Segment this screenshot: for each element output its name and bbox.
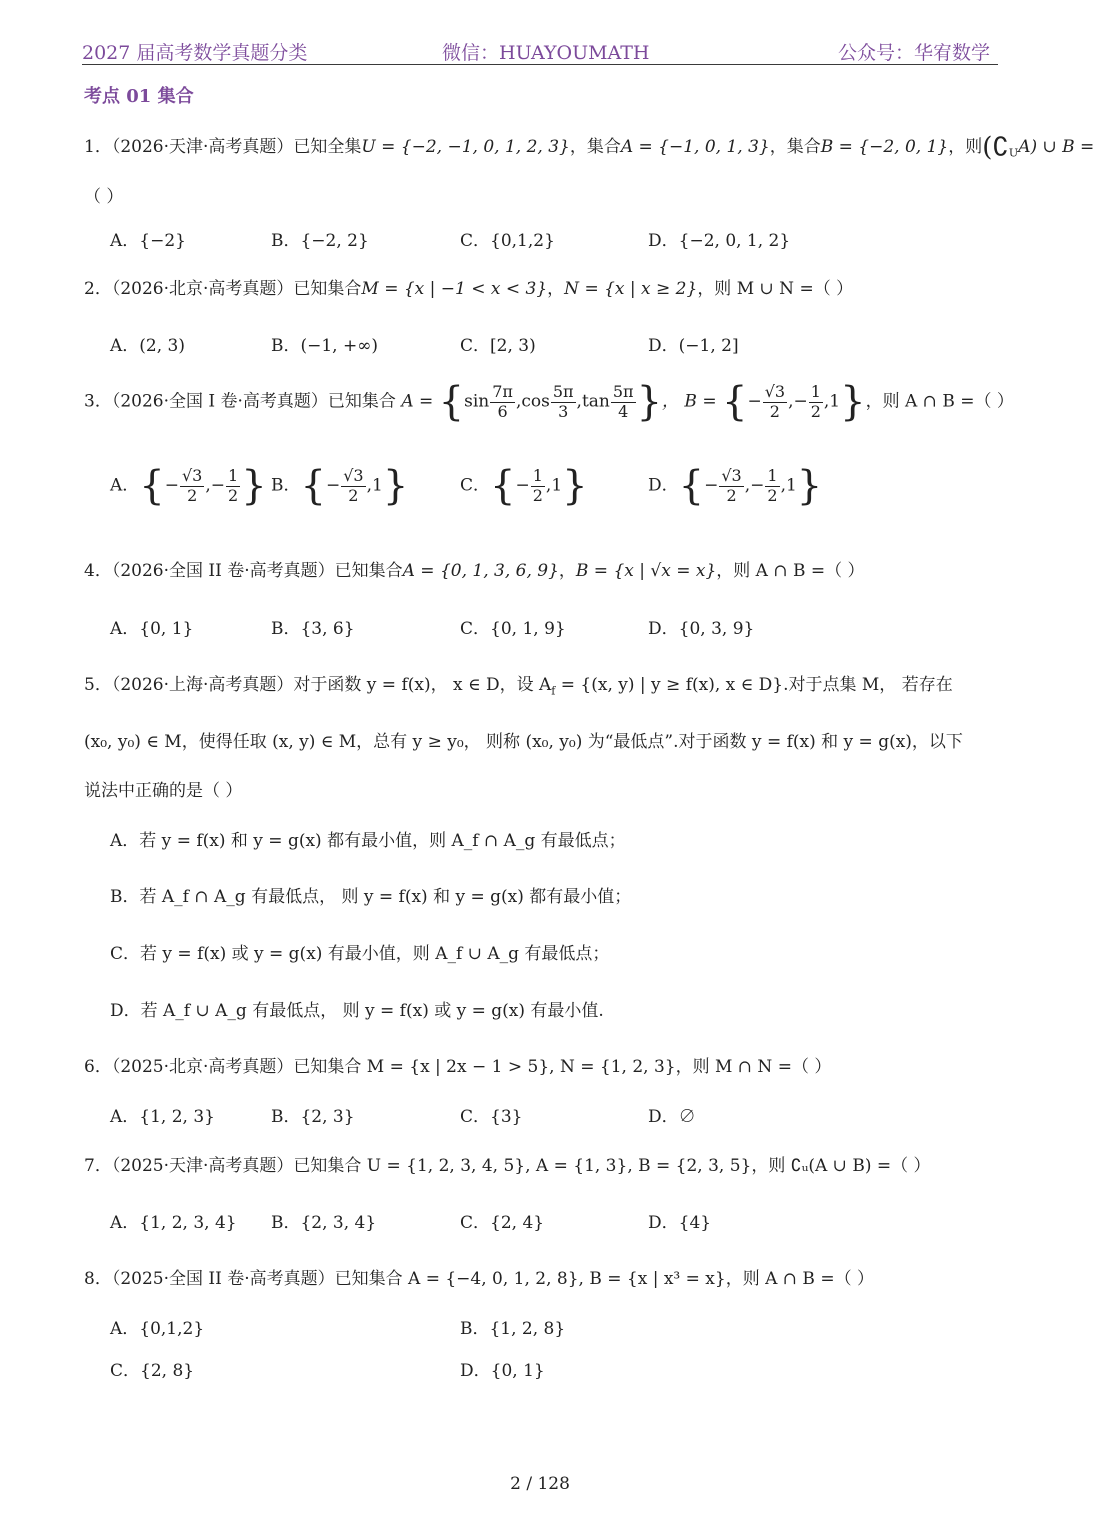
q1-expr-tail: A) ∪ B = (1018, 137, 1094, 157)
q3-brace-open: { (438, 379, 465, 425)
q3-a-lhs: A = (401, 391, 434, 412)
q1-set-a: A = {−1, 0, 1, 3} (620, 137, 770, 157)
question-6-stem: 6．（2025·北京·高考真题）已知集合 M = {x | 2x − 1 > 5}, N = {1, 2, 3}，则 M ∩ N =（ ） (84, 1057, 832, 1077)
minus: − (210, 475, 226, 496)
q3-option-d (648, 463, 823, 509)
question-1-stem (84, 132, 1094, 163)
q5-option-d: D．若 A_f ∪ A_g 有最低点， 则 y = f(x) 或 y = g(x) 有最小值. (110, 1001, 604, 1021)
minus: − (325, 475, 341, 496)
q3-brace-close: } (636, 379, 663, 425)
q6-option-d: D．∅ (648, 1107, 696, 1127)
q8-option-d: D．{0, 1} (460, 1361, 545, 1381)
q6-option-c: C．{3} (460, 1107, 523, 1127)
frac: $\frac{1}{2}$ (532, 466, 543, 505)
q3-tan: ,tan (576, 391, 610, 412)
q3-minus: − (747, 391, 762, 412)
q5-sub: f (551, 684, 556, 698)
q4-set-b: B = {x | √x = x} (575, 561, 717, 581)
question-8-stem: 8．（2025·全国 II 卷·高考真题）已知集合 A = {−4, 0, 1, 2, 8}, B = {x | x³ = x}，则 A ∩ B =（ ） (84, 1269, 874, 1289)
one: 1 (551, 475, 563, 496)
q2-intro: 2．（2026·北京·高考真题）已知集合 (84, 279, 362, 299)
q8-option-b: B．{1, 2, 8} (460, 1319, 566, 1339)
q2-set-m: M = {x | −1 < x < 3} (361, 279, 548, 299)
q2-set-n: N = {x | x ≥ 2} (564, 279, 698, 299)
q4-intro: 4．（2026·全国 II 卷·高考真题）已知集合 (84, 561, 403, 581)
comma: , (366, 475, 372, 496)
q5-option-b: B．若 A_f ∩ A_g 有最低点， 则 y = f(x) 和 y = g(x) 都有最小值； (110, 887, 632, 907)
q8-option-c: C．{2, 8} (110, 1361, 195, 1381)
q3-intro: 3．（2026·全国 I 卷·高考真题）已知集合 (84, 391, 396, 412)
question-5-line-1 (84, 670, 1010, 697)
q3-frac-b1: $\frac{√3}{2}$ (764, 382, 786, 421)
q1-option-a: A．{−2} (110, 231, 186, 251)
frac: $\frac{1}{2}$ (767, 466, 778, 505)
q2-option-b: B．(−1, +∞) (271, 336, 379, 356)
q7-option-d: D．{4} (648, 1213, 712, 1233)
q4-option-b: B．{3, 6} (271, 619, 355, 639)
q4-tail: ，则 A ∩ B =（ ） (716, 561, 865, 581)
q1-intro: 1．（2026·天津·高考真题）已知全集 (84, 137, 362, 157)
q3-frac-cos: $\frac{5\pi}{3}$ (552, 382, 574, 421)
q1-expr-sub: U (1008, 146, 1019, 160)
q4-option-d: D．{0, 3, 9} (648, 619, 755, 639)
question-1-paren: （ ） (84, 187, 124, 207)
header-book-title: 2027 届高考数学真题分类 (82, 42, 308, 64)
q3-option-label: D． (648, 475, 679, 496)
q4-option-a: A．{0, 1} (110, 619, 194, 639)
q3-b-lhs: ， B = (662, 391, 717, 412)
frac: $\frac{√3}{2}$ (181, 466, 203, 505)
section-title: 考点 01 集合 (84, 86, 194, 107)
q5-line1b: = {(x, y) | y ≥ f(x), x ∈ D}.对于点集 M， 若存在 (555, 675, 953, 695)
q3-option-label: B． (271, 475, 301, 496)
q2-text: ， (547, 279, 565, 299)
q4-set-a: A = {0, 1, 3, 6, 9} (402, 561, 559, 581)
q3-cos: ,cos (515, 391, 550, 412)
q8-option-a: A．{0,1,2} (110, 1319, 205, 1339)
question-5-line-3: 说法中正确的是（ ） (84, 781, 243, 801)
q7-option-b: B．{2, 3, 4} (271, 1213, 377, 1233)
q4-text: ， (558, 561, 576, 581)
header-wechat: 微信：HUAYOUMATH (442, 42, 650, 64)
q5-option-a: A．若 y = f(x) 和 y = g(x) 都有最小值，则 A_f ∩ A_g 有最低点； (110, 831, 626, 851)
brace: } (241, 463, 267, 509)
q7-option-c: C．{2, 4} (460, 1213, 545, 1233)
q1-text: ，集合 (769, 137, 821, 157)
q5-line1: 5．（2026·上海·高考真题）对于函数 y = f(x)， x ∈ D，设 A (84, 675, 552, 695)
q1-option-c: C．{0,1,2} (460, 231, 555, 251)
header-official-account: 公众号：华宥数学 (837, 42, 990, 64)
q1-expr: (∁ (982, 132, 1009, 163)
minus: − (515, 475, 530, 496)
q3-brace-close-b: } (840, 379, 866, 425)
q2-option-c: C．[2, 3) (460, 336, 536, 356)
q3-option-b (271, 463, 409, 509)
frac: $\frac{√3}{2}$ (721, 466, 742, 505)
q3-option-label: C． (460, 475, 491, 496)
q3-option-label: A． (110, 475, 140, 496)
brace: { (490, 463, 516, 509)
q3-option-c (460, 463, 588, 509)
q3-sin: sin (464, 391, 490, 412)
q6-option-a: A．{1, 2, 3} (110, 1107, 215, 1127)
q3-frac-b2: $\frac{1}{2}$ (810, 382, 821, 421)
q3-tail: ，则 A ∩ B =（ ） (865, 391, 1014, 412)
brace: { (139, 463, 165, 509)
q1-set-u: U = {−2, −1, 0, 1, 2, 3} (361, 137, 570, 157)
minus: − (164, 475, 179, 496)
q3-minus: − (793, 391, 808, 412)
q3-b3: ,1 (823, 391, 841, 412)
q3-frac-sin: $\frac{7\pi}{6}$ (492, 382, 513, 421)
q1-set-b: B = {−2, 0, 1} (820, 137, 949, 157)
comma: , (545, 475, 552, 496)
minus: − (704, 475, 719, 496)
b3: ,1 (780, 475, 797, 496)
brace: } (796, 463, 823, 509)
comma: , (744, 475, 751, 496)
q2-option-d: D．(−1, 2] (648, 336, 739, 356)
brace: } (562, 463, 588, 509)
q2-tail: ，则 M ∪ N =（ ） (697, 279, 854, 299)
question-5-line-2: (x₀, y₀) ∈ M，使得任取 (x, y) ∈ M，总有 y ≥ y₀， 则称 (x₀, y₀) 为“最低点”.对于函数 y = f(x) 和 y = g(x)，以下 (84, 732, 963, 752)
q1-text: ，集合 (569, 137, 621, 157)
q3-frac-tan: $\frac{5\pi}{4}$ (612, 382, 634, 421)
q6-option-b: B．{2, 3} (271, 1107, 355, 1127)
question-4-stem (84, 556, 1010, 581)
comma: , (205, 475, 211, 496)
brace: { (678, 463, 705, 509)
question-2-stem (84, 274, 1010, 299)
brace: { (300, 463, 326, 509)
one: 1 (371, 475, 383, 496)
q4-option-c: C．{0, 1, 9} (460, 619, 566, 639)
q3-comma: , (788, 391, 794, 412)
q5-option-c: C．若 y = f(x) 或 y = g(x) 有最小值，则 A_f ∪ A_g 有最低点； (110, 944, 610, 964)
q1-option-d: D．{−2, 0, 1, 2} (648, 231, 791, 251)
page-number: 2 / 128 (510, 1474, 570, 1494)
page-header (82, 36, 998, 65)
q2-option-a: A．(2, 3) (110, 336, 185, 356)
question-3-stem (84, 379, 1014, 425)
question-7-stem: 7．（2025·天津·高考真题）已知集合 U = {1, 2, 3, 4, 5}, A = {1, 3}, B = {2, 3, 5}，则 ∁ᵤ(A ∪ B) =（ ） (84, 1156, 931, 1176)
q1-text: ，则 (948, 137, 983, 157)
q3-option-a (110, 463, 267, 509)
q7-option-a: A．{1, 2, 3, 4} (110, 1213, 237, 1233)
q3-brace-open-b: { (721, 379, 748, 425)
minus: − (750, 475, 765, 496)
frac: $\frac{1}{2}$ (228, 466, 239, 505)
brace: } (382, 463, 409, 509)
q1-option-b: B．{−2, 2} (271, 231, 369, 251)
frac: $\frac{√3}{2}$ (343, 466, 364, 505)
